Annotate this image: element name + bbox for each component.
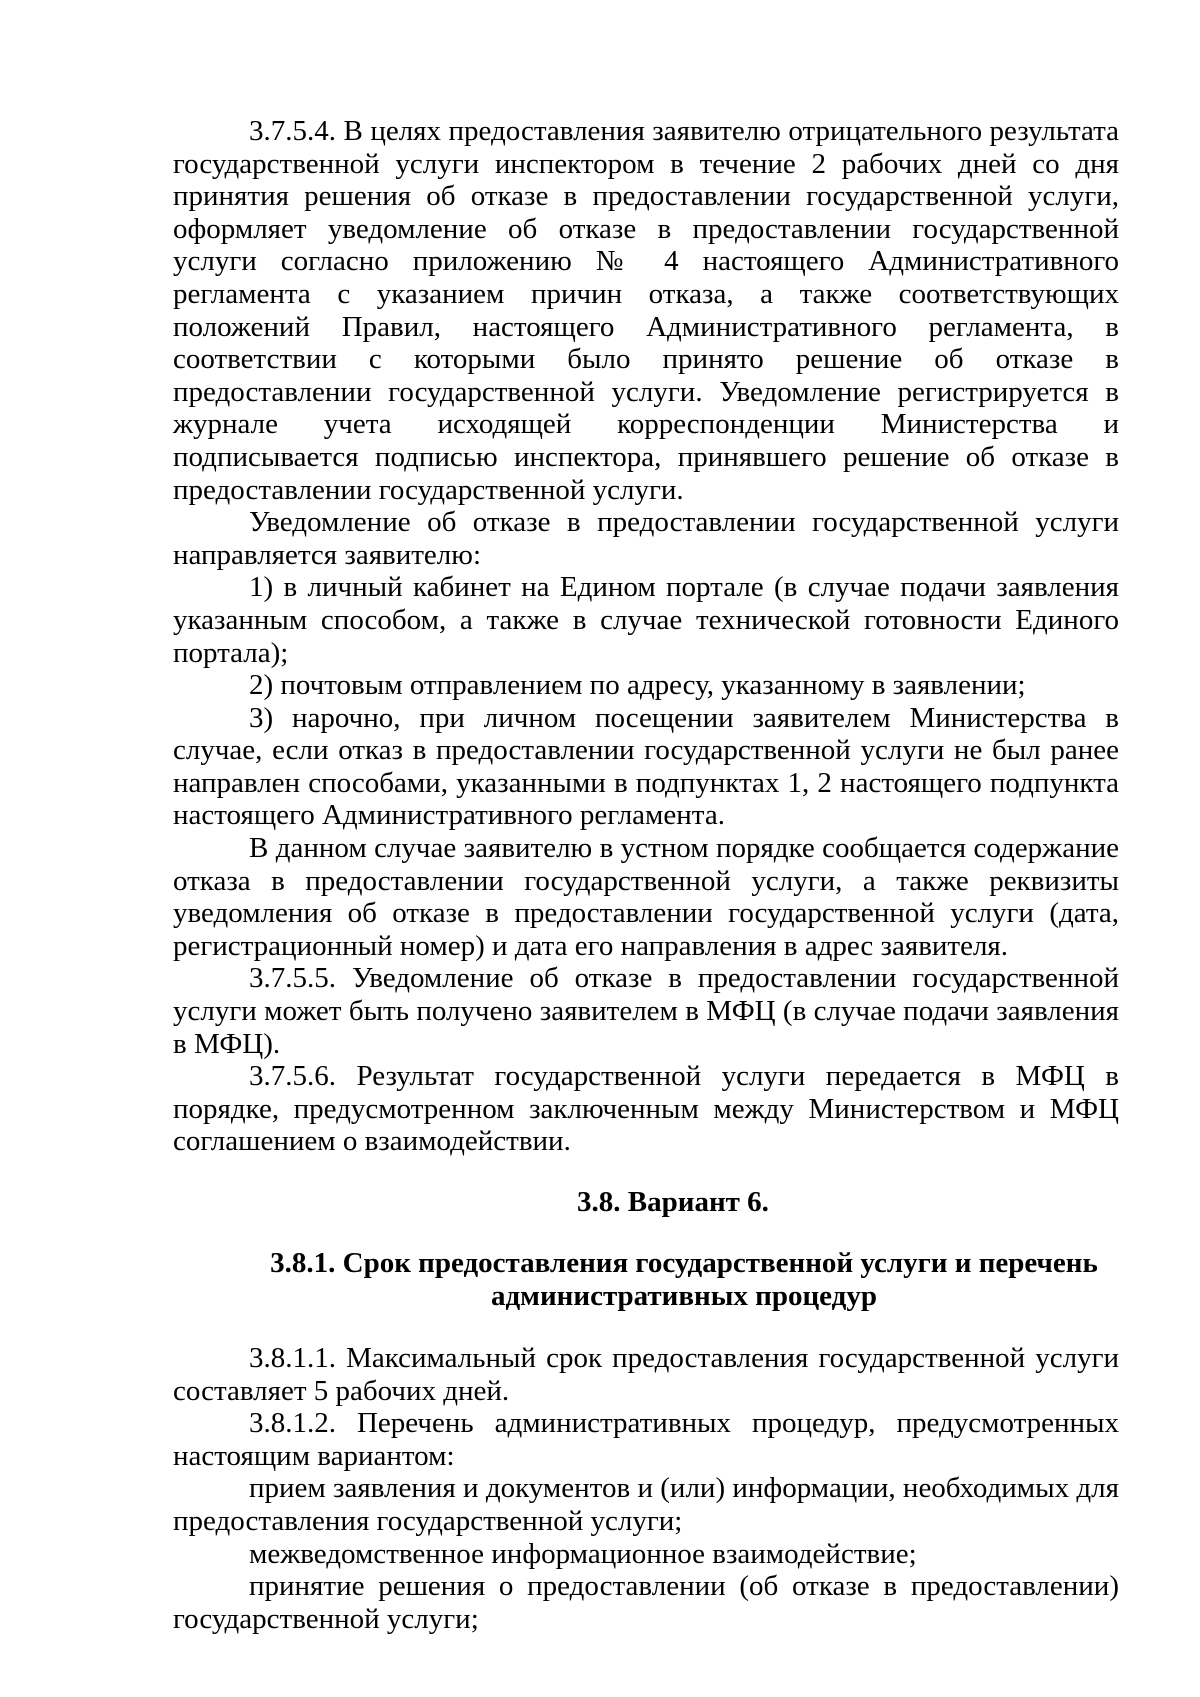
- list-item-2-postal: 2) почтовым отправлением по адресу, указанному в заявлении;: [249, 669, 1026, 702]
- list-item-3-in-person: 3) нарочно, при личном посещении заявителем Министерства в случае, если отказ в предоставлении государственной услуги не был ранее направлен способами, указанными в подпунктах 1, 2 настоящего подпункта настоящего Административного регламента.: [173, 701, 1119, 832]
- document-body: [173, 115, 1119, 1635]
- list-item-1-personal-account: 1) в личный кабинет на Едином портале (в случае подачи заявления указанным способом, а также в случае технической готовности Единого портала);: [173, 571, 1119, 669]
- paragraph-3-7-5-6: 3.7.5.6. Результат государственной услуги передается в МФЦ в порядке, предусмотренном заключенным между Министерством и МФЦ соглашением о взаимодействии.: [173, 1060, 1119, 1158]
- paragraph-oral-notice: В данном случае заявителю в устном порядке сообщается содержание отказа в предоставлении государственной услуги, а также реквизиты уведомления об отказе в предоставлении государственной услуги (дата, регистрационный номер) и дата его направления в адрес заявителя.: [173, 832, 1119, 962]
- paragraph-3-8-1-1: 3.8.1.1. Максимальный срок предоставления государственной услуги составляет 5 рабочих дней.: [173, 1342, 1119, 1407]
- paragraph-3-7-5-5: 3.7.5.5. Уведомление об отказе в предоставлении государственной услуги может быть получено заявителем в МФЦ (в случае подачи заявления в МФЦ).: [173, 962, 1119, 1060]
- procedure-item-interagency: межведомственное информационное взаимодействие;: [249, 1537, 917, 1570]
- paragraph-3-8-1-2: 3.8.1.2. Перечень административных процедур, предусмотренных настоящим вариантом:: [173, 1407, 1119, 1472]
- subsection-heading-line-2: административных процедур: [491, 1280, 877, 1312]
- procedure-item-reception: прием заявления и документов и (или) информации, необходимых для предоставления государственной услуги;: [173, 1472, 1119, 1537]
- procedure-item-decision: принятие решения о предоставлении (об отказе в предоставлении) государственной услуги;: [173, 1570, 1119, 1635]
- paragraph-3-7-5-4: 3.7.5.4. В целях предоставления заявителю отрицательного результата государственной услуги инспектором в течение 2 рабочих дней со дня принятия решения об отказе в предоставлении государственной услуги, оформляет уведомление об отказе в предоставлении государственной услуги согласно приложению № 4 настоящего Административного регламента с указанием причин отказа, а также соответствующих положений Правил, настоящего Административного регламента, в соответствии с которыми было принято решение об отказе в предоставлении государственной услуги. Уведомление регистрируется в журнале учета исходящей корреспонденции Министерства и подписывается подписью инспектора, принявшего решение об отказе в предоставлении государственной услуги.: [173, 115, 1119, 506]
- paragraph-notification-sent: Уведомление об отказе в предоставлении государственной услуги направляется заявителю:: [173, 506, 1119, 571]
- subsection-heading: [173, 1247, 1119, 1313]
- subsection-heading-line-1: 3.8.1. Срок предоставления государственной услуги и перечень: [270, 1247, 1098, 1279]
- section-heading: 3.8. Вариант 6.: [577, 1186, 769, 1218]
